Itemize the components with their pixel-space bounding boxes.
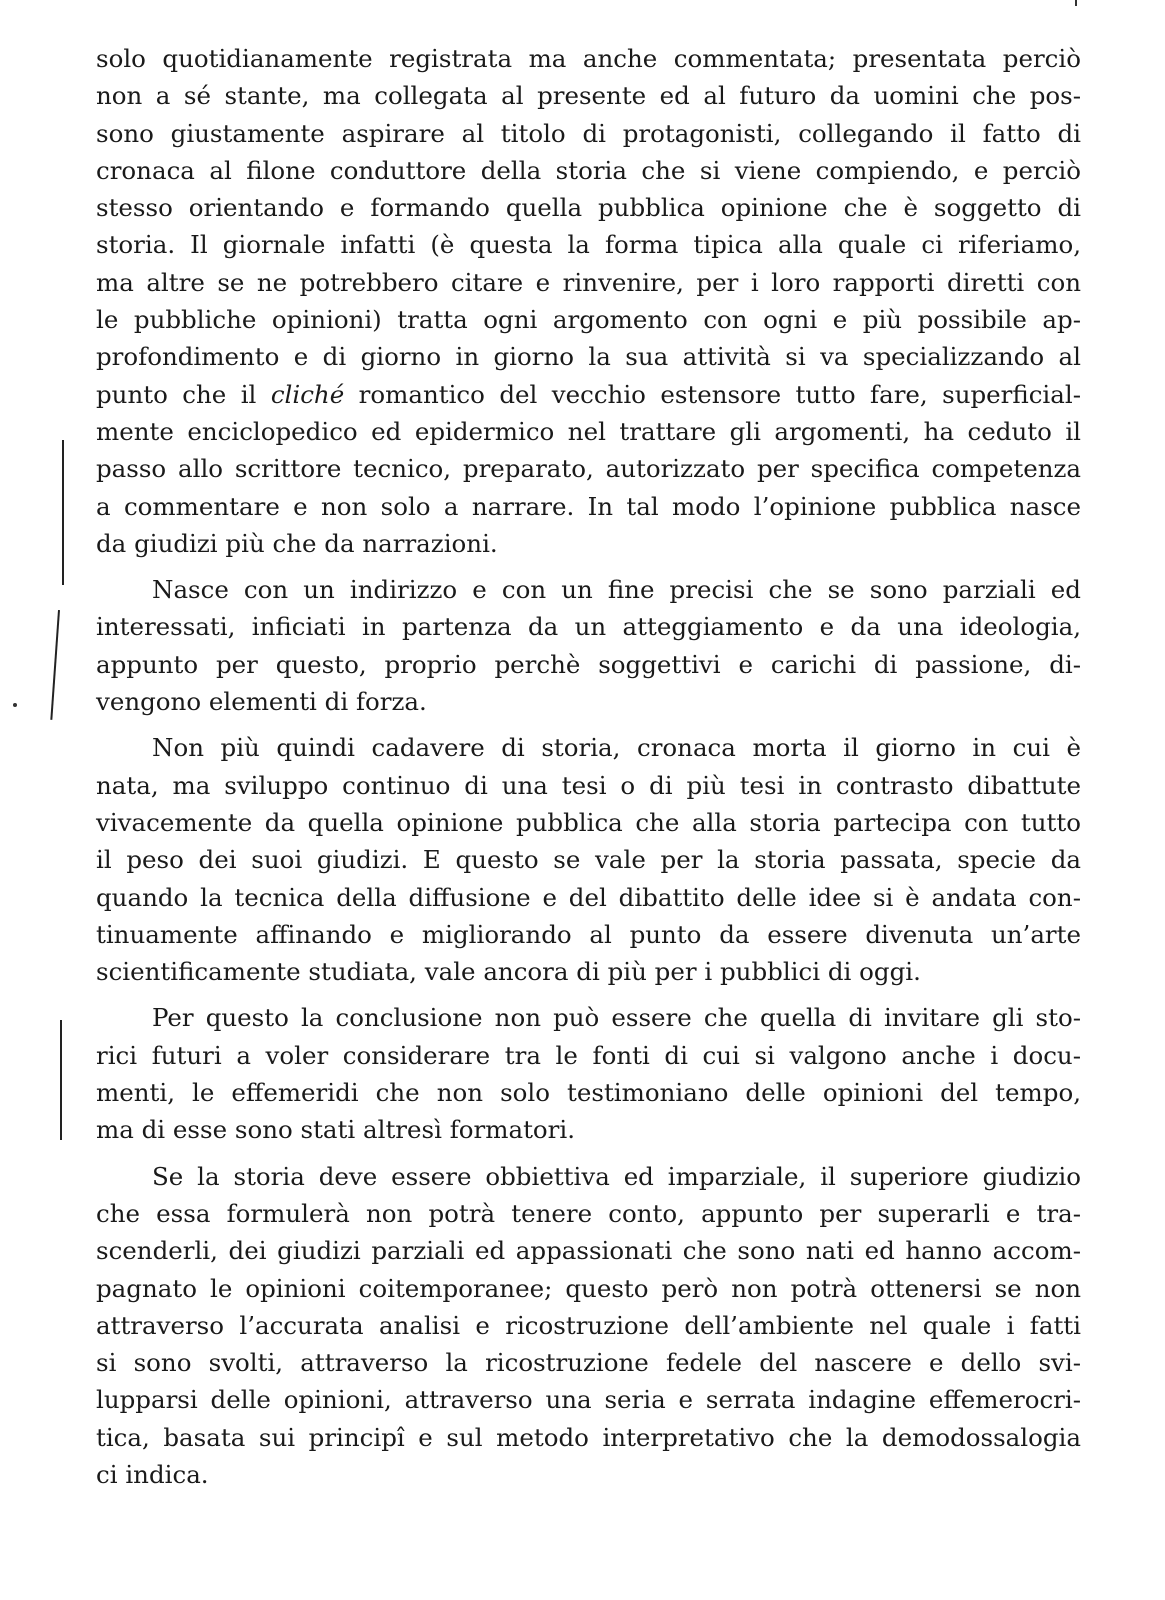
text-line: non a sé stante, ma collegata al presente ed al futuro da uomini che pos-: [96, 81, 1081, 111]
paragraph: [96, 1158, 1081, 1494]
text-line: sono giustamente aspirare al titolo di protagonisti, collegando il fatto di: [96, 118, 1081, 148]
text-line: attraverso l’accurata analisi e ricostruzione dell’ambiente nel quale i fatti: [96, 1310, 1081, 1340]
text-line: ci indica.: [96, 1459, 209, 1489]
italic-term: cliché: [270, 379, 345, 409]
text-line: passo allo scrittore tecnico, preparato, autorizzato per specifica competenza: [96, 454, 1081, 484]
text-line: Non più quindi cadavere di storia, cronaca morta il giorno in cui è: [152, 733, 1081, 763]
text-line: pagnato le opinioni coitemporanee; questo però non potrà ottenersi se non: [96, 1273, 1081, 1303]
text-line: interessati, inficiati in partenza da un atteggiamento e da una ideologia,: [96, 612, 1081, 642]
text-run: romantico del vecchio estensore tutto fare, superficial-: [344, 379, 1081, 409]
text-line: appunto per questo, proprio perchè soggettivi e carichi di passione, di-: [96, 649, 1081, 679]
text-line: Nasce con un indirizzo e con un fine precisi che se sono parziali ed: [152, 575, 1081, 605]
text-line: si sono svolti, attraverso la ricostruzione fedele del nascere e dello svi-: [96, 1348, 1081, 1378]
text-line: tica, basata sui principî e sul metodo interpretativo che la demodossalogia: [96, 1422, 1081, 1452]
text-line: rici futuri a voler considerare tra le fonti di cui si valgono anche i docu-: [96, 1040, 1081, 1070]
page-body-text: [96, 40, 1081, 1493]
margin-annotation-line: [50, 610, 60, 720]
text-line: scenderli, dei giudizi parziali ed appassionati che sono nati ed hanno accom-: [96, 1236, 1081, 1266]
text-line: Se la storia deve essere obbiettiva ed imparziale, il superiore giudizio: [152, 1161, 1081, 1191]
paragraph: [96, 999, 1081, 1148]
text-line: ma di esse sono stati altresì formatori.: [96, 1115, 575, 1145]
text-line: a commentare e non solo a narrare. In tal modo l’opinione pubblica nasce: [96, 491, 1081, 521]
margin-annotation-line: [60, 1020, 62, 1140]
text-line: le pubbliche opinioni) tratta ogni argomento con ogni e più possibile ap-: [96, 305, 1081, 335]
text-line: mente enciclopedico ed epidermico nel trattare gli argomenti, ha ceduto il: [96, 416, 1081, 446]
text-line: profondimento e di giorno in giorno la sua attività si va specializzando al: [96, 342, 1081, 372]
corner-mark: [1075, 0, 1077, 6]
text-line: ma altre se ne potrebbero citare e rinvenire, per i loro rapporti diretti con: [96, 267, 1081, 297]
paragraph: [96, 729, 1081, 990]
margin-annotation-line: [62, 440, 64, 585]
text-line: cronaca al filone conduttore della storia che si viene compiendo, e perciò: [96, 155, 1081, 185]
text-line: Per questo la conclusione non può essere che quella di invitare gli sto-: [152, 1003, 1081, 1033]
paragraph: [96, 40, 1081, 562]
text-line: nata, ma sviluppo continuo di una tesi o di più tesi in contrasto dibattute: [96, 770, 1081, 800]
paragraph: [96, 571, 1081, 720]
text-line: quando la tecnica della diffusione e del dibattito delle idee si è andata con-: [96, 882, 1081, 912]
text-run: punto che il: [96, 379, 271, 409]
text-line: tinuamente affinando e migliorando al punto da essere divenuta un’arte: [96, 919, 1081, 949]
text-line: lupparsi delle opinioni, attraverso una seria e serrata indagine effemerocri-: [96, 1385, 1081, 1415]
text-line: scientificamente studiata, vale ancora di più per i pubblici di oggi.: [96, 957, 921, 987]
text-line: da giudizi più che da narrazioni.: [96, 528, 498, 558]
margin-dot: [13, 703, 17, 707]
text-line: vengono elementi di forza.: [96, 687, 427, 717]
text-line: menti, le effemeridi che non solo testimoniano delle opinioni del tempo,: [96, 1078, 1081, 1108]
text-line: storia. Il giornale infatti (è questa la forma tipica alla quale ci riferiamo,: [96, 230, 1081, 260]
text-line: stesso orientando e formando quella pubblica opinione che è soggetto di: [96, 193, 1081, 223]
text-line: [96, 376, 1081, 413]
text-line: vivacemente da quella opinione pubblica che alla storia partecipa con tutto: [96, 807, 1081, 837]
text-line: il peso dei suoi giudizi. E questo se vale per la storia passata, specie da: [96, 845, 1081, 875]
text-line: che essa formulerà non potrà tenere conto, appunto per superarli e tra-: [96, 1198, 1081, 1228]
text-line: solo quotidianamente registrata ma anche commentata; presentata perciò: [96, 44, 1081, 73]
